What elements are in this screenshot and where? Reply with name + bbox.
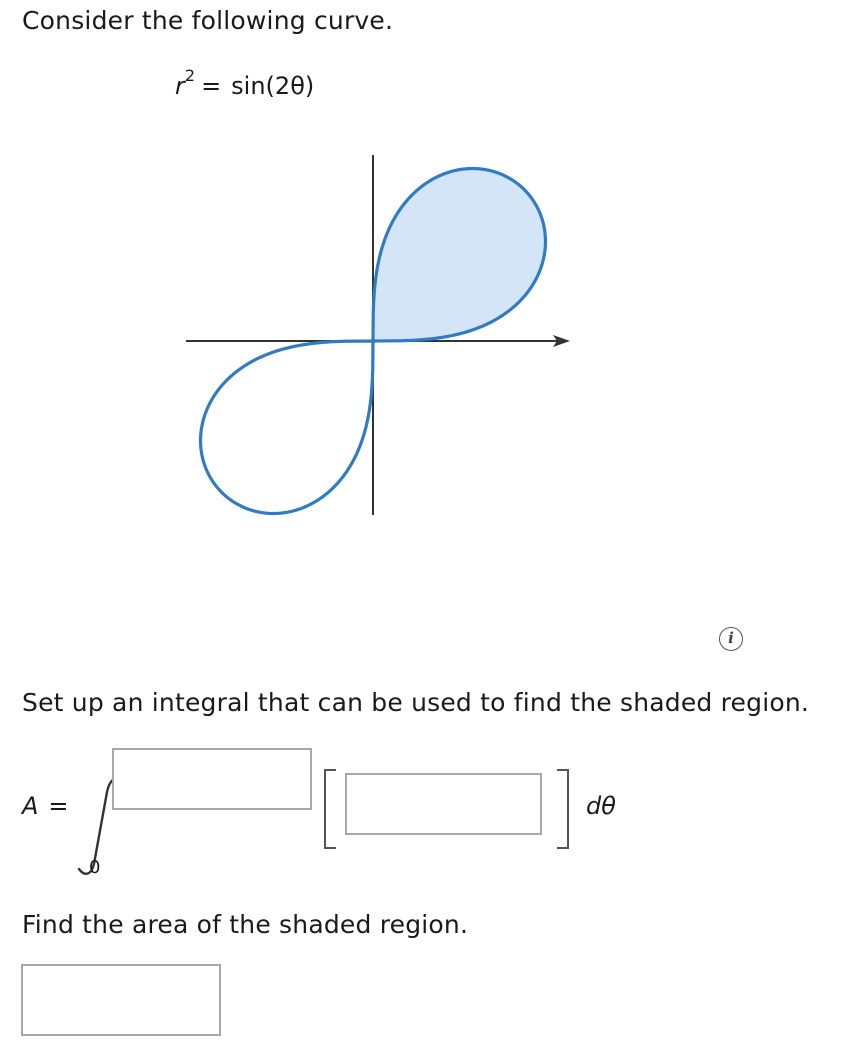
upper-limit-input[interactable] <box>112 748 312 810</box>
right-bracket-icon <box>557 770 568 848</box>
differential-dtheta: dθ <box>586 792 616 820</box>
integrand-input[interactable] <box>345 773 542 835</box>
left-bracket-icon <box>325 770 336 848</box>
area-variable: A <box>22 792 39 820</box>
equation-rhs: sin(2θ) <box>231 72 315 100</box>
equation-r: r <box>175 72 185 100</box>
equation-equals: = <box>201 72 222 100</box>
integral-prompt: Set up an integral that can be used to find the shaded region. <box>22 688 810 717</box>
shaded-region <box>373 169 545 341</box>
intro-text: Consider the following curve. <box>22 6 394 35</box>
info-icon[interactable]: i <box>719 627 743 651</box>
lower-limit: 0 <box>89 857 101 878</box>
area-equals: = <box>48 792 69 820</box>
equation-exponent: 2 <box>184 66 196 85</box>
area-prompt: Find the area of the shaded region. <box>22 910 469 939</box>
area-answer-input[interactable] <box>21 964 221 1036</box>
